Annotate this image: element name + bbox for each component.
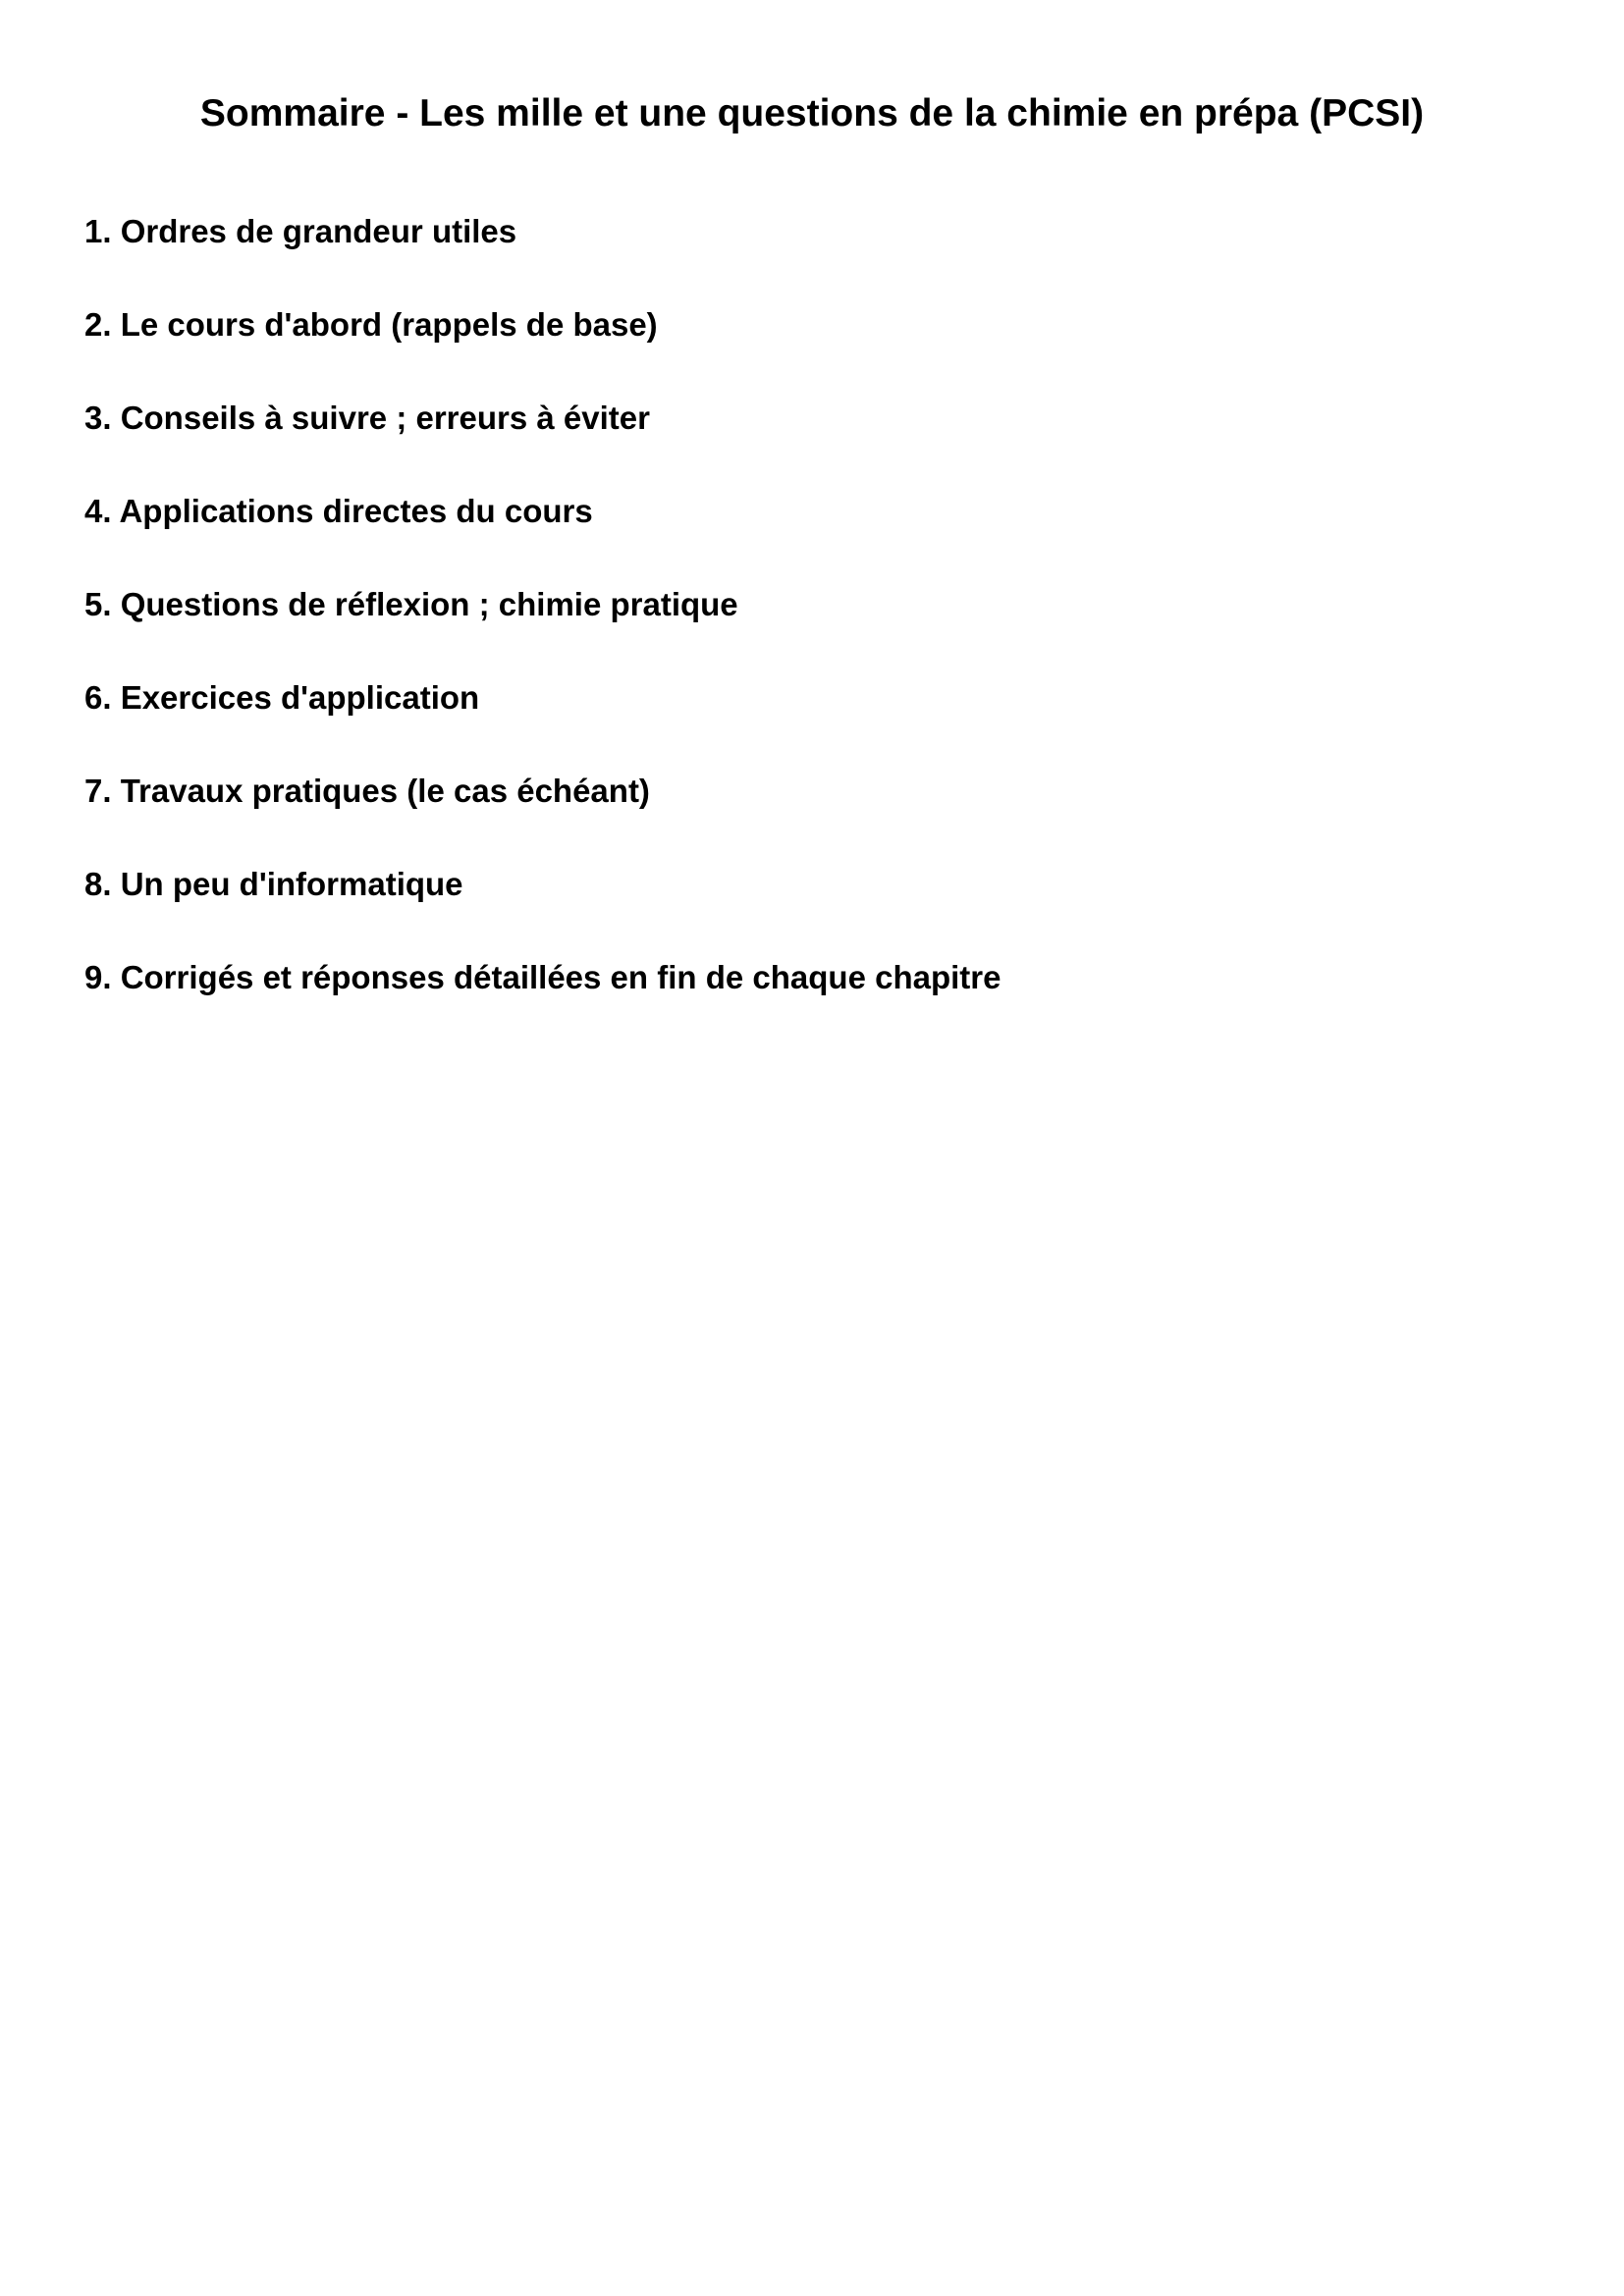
toc-item-4: 4. Applications directes du cours xyxy=(84,493,593,529)
toc-item-1: 1. Ordres de grandeur utiles xyxy=(84,213,517,249)
toc-item-9: 9. Corrigés et réponses détaillées en fin de chaque chapitre xyxy=(84,959,1001,995)
page-title: Sommaire - Les mille et une questions de la chimie en prépa (PCSI) xyxy=(199,92,1425,134)
toc-item-7: 7. Travaux pratiques (le cas échéant) xyxy=(84,773,650,809)
table-of-contents xyxy=(84,202,1557,1041)
toc-item-8: 8. Un peu d'informatique xyxy=(84,866,463,902)
toc-item-3: 3. Conseils à suivre ; erreurs à éviter xyxy=(84,400,650,436)
toc-item-5: 5. Questions de réflexion ; chimie pratique xyxy=(84,586,738,622)
toc-item-6: 6. Exercices d'application xyxy=(84,679,480,716)
toc-item-2: 2. Le cours d'abord (rappels de base) xyxy=(84,306,658,343)
